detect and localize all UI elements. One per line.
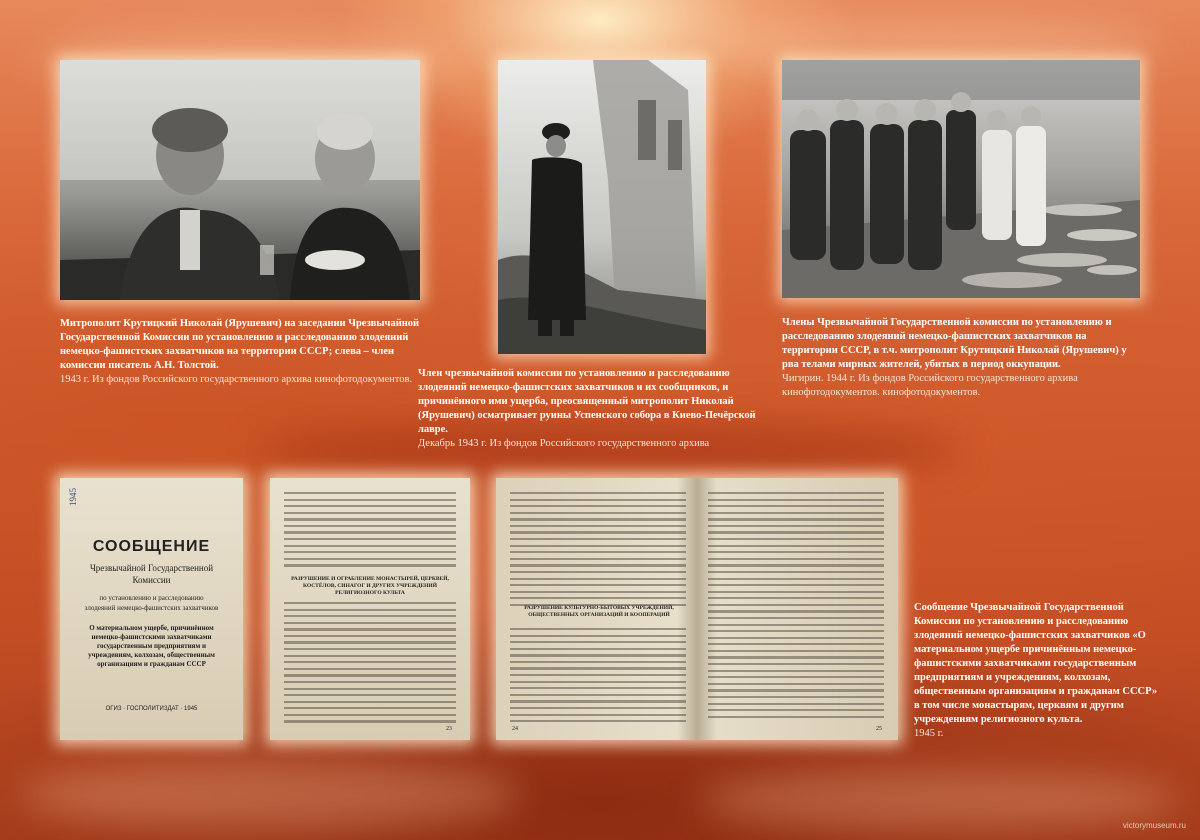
document-page-23: [270, 478, 470, 740]
page-23-heading: РАЗРУШЕНИЕ И ОГРАБЛЕНИЕ МОНАСТЫРЕЙ, ЦЕРКВЕЙ, КОСТЁЛОВ, СИНАГОГ И ДРУГИХ УЧРЕЖДЕНИЙ РЕЛИГИОЗНОГО КУЛЬТА: [291, 576, 449, 596]
caption-commission-meeting: [60, 317, 420, 387]
document-spread-24-25: [496, 478, 898, 740]
document-cover-publisher: ОГИЗ · ГОСПОЛИТИЗДАТ · 1945: [105, 706, 198, 712]
caption-chigirin-text: Члены Чрезвычайной Государственной комиссии по установлению и расследованию злодеяний немецко-фашистских захватчиков на территории СССР, в т.ч. митрополит Крутицкий Николай (Ярушевич) у рва телами мирных жителей, убитых в период оккупации.: [782, 317, 1127, 370]
page-25-text: [708, 492, 884, 722]
photo-commission-meeting-image: [60, 60, 420, 300]
caption-report-text: Сообщение Чрезвычайной Государственной Комиссии по установлению и расследованию злодеяний немецко-фашистских захватчиков «О материальном ущербе причинённым немецко-фашистскими захватчиками государственным предприятиям и учреждениям, колхозам, общественным организациям и гражданам СССР» в том числе монастырям, церквям и другим учреждениям религиозного культа.: [914, 602, 1158, 725]
page-24-text-top: [510, 492, 686, 610]
page-23-number: 23: [446, 726, 452, 732]
caption-lavra-ruins-source: Декабрь 1943 г. Из фондов Российского государственного архива: [418, 438, 710, 449]
document-cover-subtitle1: Чрезвычайной Государственной: [89, 563, 214, 573]
page-23-text-top: [284, 492, 456, 571]
caption-lavra-ruins-text: Член чрезвычайной комиссии по установлению и расследованию злодеяний немецко-фашистских захватчиков и их сообщников, и причинённого ими ущерба, преосвященный митрополит Николай (Ярушевич) осматривает руины Успенского собора в Киево-Печёрской лавре.: [418, 368, 756, 435]
caption-report-date: 1945 г.: [914, 728, 944, 739]
document-cover-stamp: 1945: [68, 488, 78, 506]
caption-commission-meeting-source: 1943 г. Из фондов Российского государственного архива кинофотодокументов.: [60, 374, 413, 385]
cloud-decoration: [700, 770, 1180, 830]
site-watermark: victorymuseum.ru: [1122, 821, 1186, 830]
photo-chigirin: [782, 60, 1140, 298]
photo-lavra-ruins: [498, 60, 706, 354]
document-cover-line4: злодеяний немецко-фашистских захватчиков: [84, 604, 219, 612]
caption-chigirin-source: Чигирин. 1944 г. Из фондов Российского государственного архива кинофотодокументов. кинофотодокументов.: [782, 373, 1078, 398]
document-cover-subtitle2: Комиссии: [132, 575, 171, 585]
page-24-number: 24: [512, 726, 518, 732]
document-cover: [60, 478, 243, 740]
photo-chigirin-image: [782, 60, 1140, 298]
cloud-decoration: [20, 760, 520, 830]
document-cover-title: СООБЩЕНИЕ: [92, 538, 211, 555]
caption-commission-meeting-text: Митрополит Крутицкий Николай (Ярушевич) на заседании Чрезвычайной Государственной Комиссии по установлению и расследованию злодеяний немецко-фашистских захватчиков на территории СССР; слева – член комиссии писатель А.Н. Толстой.: [60, 318, 420, 371]
page-24-heading: РАЗРУШЕНИЕ КУЛЬТУРНО-БЫТОВЫХ УЧРЕЖДЕНИЙ, ОБЩЕСТВЕННЫХ ОРГАНИЗАЦИЙ И КООПЕРАЦИЙ: [524, 605, 674, 618]
document-cover-line3: по установлению и расследованию: [99, 594, 204, 602]
page-23-text-bottom: [284, 602, 456, 727]
caption-report: [914, 601, 1164, 741]
page-24-text-bottom: [510, 628, 686, 727]
page-25-number: 25: [876, 726, 882, 732]
photo-commission-meeting: [60, 60, 420, 300]
caption-chigirin: [782, 316, 1138, 400]
caption-lavra-ruins: [418, 367, 756, 451]
document-cover-heading: О материальном ущербе, причинённом немецко-фашистскими захватчиками государственным предприятиям и учреждениям, колхозам, общественным организациям и гражданам СССР: [88, 624, 215, 668]
photo-lavra-ruins-image: [498, 60, 706, 354]
